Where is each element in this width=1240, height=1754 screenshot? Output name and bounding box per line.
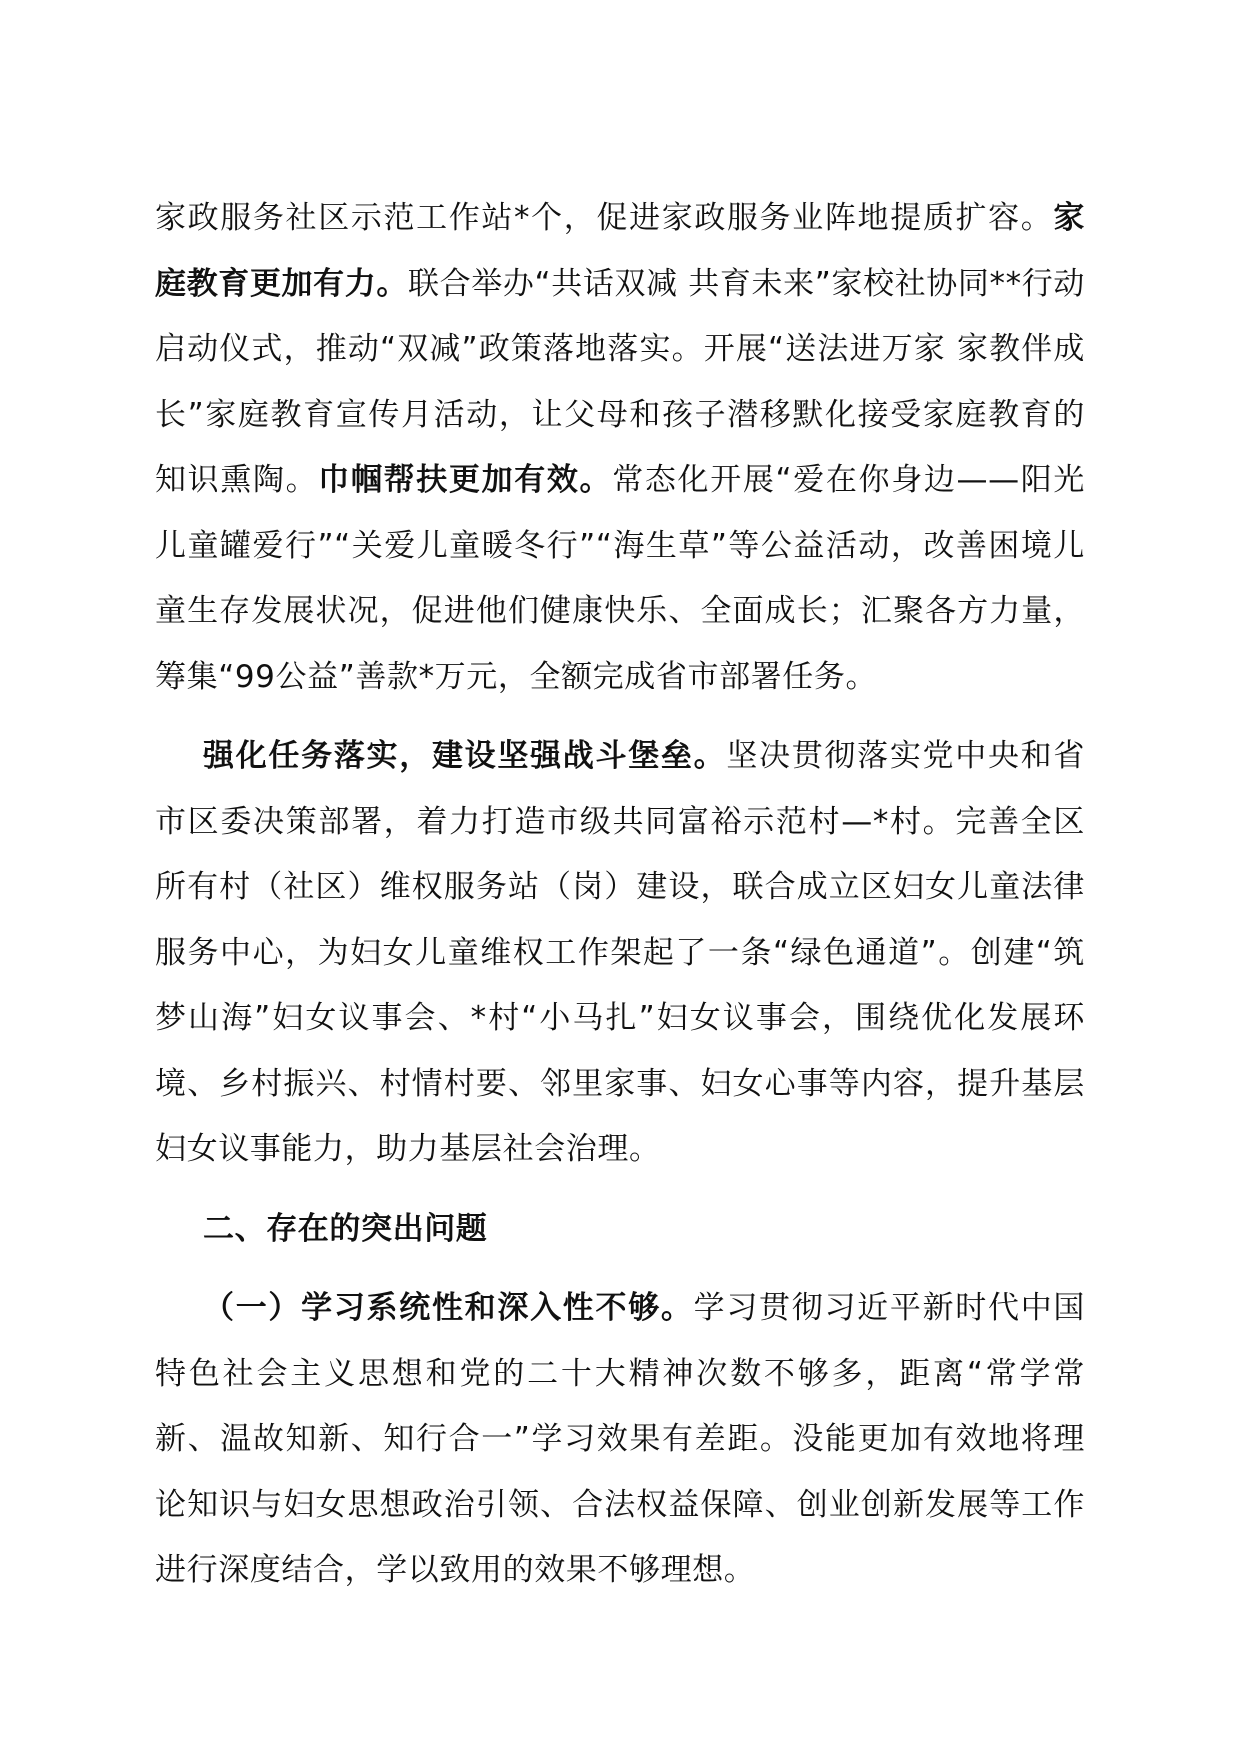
paragraph-task-implementation: [155, 724, 1085, 1183]
bold-lead-family-education: 家庭教育更加有力。: [155, 200, 1085, 302]
document-body: [155, 186, 1085, 1604]
paragraph-family-services: [155, 186, 1085, 710]
paragraph-learning-issues: [155, 1276, 1085, 1604]
bold-lead-learning-issues: （一）学习系统性和深入性不够。: [203, 1290, 694, 1326]
section-heading: 二、存在的突出问题: [203, 1210, 488, 1247]
paragraph-spacer: [155, 1262, 1085, 1276]
paragraph-spacer: [155, 710, 1085, 724]
paragraph-text: 家政服务社区示范工作站*个，促进家政服务业阵地提质扩容。: [155, 200, 1054, 236]
paragraph-text: 学习贯彻习近平新时代中国特色社会主义思想和党的二十大精神次数不够多，距离“常学常新、温故知新、知行合一”学习效果有差距。没能更加有效地将理论知识与妇女思想政治引领、合法权益保障、创业创新发展等工作进行深度结合，学以致用的效果不够理想。: [155, 1290, 1086, 1588]
bold-lead-assistance: 巾帼帮扶更加有效。: [318, 462, 613, 498]
paragraph-spacer: [155, 1183, 1085, 1197]
paragraph-text: 联合举办“共话双减 共育未来”家校社协同**行动启动仪式，推动“双减”政策落地落实。开展“送法进万家 家教伴成长”家庭教育宣传月活动，让父母和孩子潜移默化接受家庭教育的知识熏陶。: [155, 265, 1085, 498]
paragraph-text: 常态化开展“爱在你身边——阳光儿童罐爱行”“关爱儿童暖冬行”“海生草”等公益活动，改善困境儿童生存发展状况，促进他们健康快乐、全面成长；汇聚各方力量，筹集“99公益”善款*万元，全额完成省市部署任务。: [155, 462, 1086, 695]
bold-lead-task-implementation: 强化任务落实，建设坚强战斗堡垒。: [203, 738, 727, 774]
paragraph-text: 坚决贯彻落实党中央和省市区委决策部署，着力打造市级共同富裕示范村—*村。完善全区所有村（社区）维权服务站（岗）建设，联合成立区妇女儿童法律服务中心，为妇女儿童维权工作架起了一条“绿色通道”。创建“筑梦山海”妇女议事会、*村“小马扎”妇女议事会，围绕优化发展环境、乡村振兴、村情村要、邻里家事、妇女心事等内容，提升基层妇女议事能力，助力基层社会治理。: [155, 738, 1085, 1167]
